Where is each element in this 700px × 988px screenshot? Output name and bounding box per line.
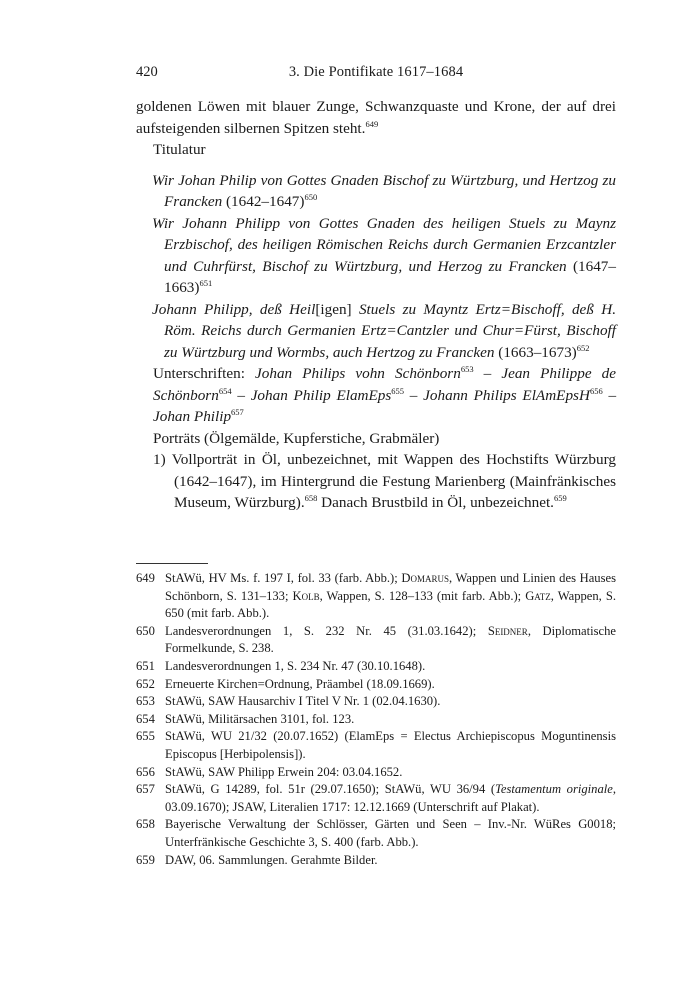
running-header [136, 64, 616, 86]
author-name: Gatz [525, 588, 551, 603]
footnote-separator [136, 563, 208, 564]
separator: – [404, 386, 424, 404]
section-heading-titulatur: Titulatur [153, 141, 206, 158]
titulatur-list [136, 170, 616, 364]
footnote-ref: 650 [304, 192, 318, 202]
titulatur-item [136, 170, 616, 213]
footnote-text: StAWü, SAW Hausarchiv I Titel V Nr. 1 (02.04.1630). [165, 694, 441, 709]
footnote-ref: 654 [218, 385, 232, 396]
title-text: Wir Johan Philip von Gottes Gnaden Bischof zu Würtzburg, und Hertzog zu Francken [152, 171, 616, 210]
main-text [136, 96, 616, 514]
footnote-text: , 03.09.1670); JSAW, Literalien 1717: 12.12.1669 (Unterschrift auf Plakat). [165, 782, 616, 814]
footnote [136, 816, 616, 851]
footnote-text: DAW, 06. Sammlungen. Gerahmte Bilder. [165, 852, 378, 867]
portrait-text: Danach Brustbild in Öl, unbezeichnet. [317, 494, 554, 511]
footnote-ref: 655 [391, 385, 405, 396]
footnote-text: , Wappen und Linien des Hauses Schönborn, S. 131–133; [165, 571, 616, 603]
footnote [136, 570, 616, 623]
title-years: (1663–1673) [494, 343, 577, 361]
signature: Johann Philips ElAmEpsH [423, 386, 590, 404]
title-years: (1647–1663) [164, 257, 616, 296]
footnote-ref: 653 [460, 364, 474, 374]
footnote-text: , Diplomatische Formelkunde, S. 238. [165, 623, 616, 656]
title-years: (1642–1647) [222, 193, 305, 210]
separator: – [473, 365, 502, 382]
footnote [136, 781, 616, 816]
separator: – [231, 386, 251, 404]
footnote-number: 652 [136, 676, 155, 691]
footnote [136, 658, 616, 676]
footnote-text: Landesverordnungen 1, S. 232 Nr. 45 (31.03.1642); [165, 623, 488, 638]
footnote-ref: 652 [576, 342, 590, 353]
portrait-text: 1) Vollporträt in Öl, unbezeichnet, mit Wappen des Hochstifts Würzburg (1642–1647), im Hintergrund die Festung Marienberg (Mainfränkisches Museum, Würzburg). [153, 451, 616, 511]
signature: Johan Philip [153, 408, 232, 425]
author-name: Seidner [487, 623, 528, 638]
title-text: Stuels zu Mayntz Ertz=Bischoff, deß H. Röm. Reichs durch Germanien Ertz=Cantzler und Chur=Fürst, Bischoff zu Würtzburg und Wormbs, auch Hertzog zu Francken [164, 300, 616, 361]
author-name: Domarus [401, 571, 449, 585]
signatures-paragraph [136, 363, 616, 428]
footnote-italic: Testamentum originale [495, 782, 613, 797]
footnote-ref: 656 [589, 385, 603, 396]
footnote-text: StAWü, HV Ms. f. 197 I, fol. 33 (farb. Abb.); [165, 571, 402, 585]
footnote [136, 693, 616, 711]
signatures-label: Unterschriften: [153, 365, 256, 382]
footnote-ref: 649 [365, 118, 379, 129]
footnote-ref: 658 [304, 493, 318, 503]
footnote-text: StAWü, SAW Philipp Erwein 204: 03.04.1652. [165, 764, 403, 779]
signature: Johan Philip ElamEps [250, 386, 392, 404]
footnote-ref: 651 [199, 278, 213, 288]
footnote-text: StAWü, Militärsachen 3101, fol. 123. [165, 711, 355, 726]
titulatur-item [136, 213, 616, 299]
footnote-number: 655 [136, 729, 155, 744]
intro-text: goldenen Löwen mit blauer Zunge, Schwanzquaste und Krone, der auf drei aufsteigenden silbernen Spitzen steht. [136, 98, 616, 137]
footnote-ref: 657 [231, 407, 244, 417]
section-heading-portraets: Porträts (Ölgemälde, Kupferstiche, Grabmäler) [153, 429, 440, 447]
footnote-text: , Wappen, S. 650 (mit farb. Abb.). [165, 588, 616, 621]
footnote [136, 852, 616, 870]
footnote [136, 764, 616, 782]
footnote-text: StAWü, G 14289, fol. 51r (29.07.1650); StAWü, WU 36/94 ( [165, 782, 496, 797]
portrait-item [136, 449, 616, 514]
footnote-ref: 659 [553, 493, 567, 503]
footnote-number: 654 [136, 711, 155, 726]
author-name: Kolb [292, 588, 320, 603]
footnote-number: 651 [136, 658, 155, 673]
title-text: Johann Philipp, deß Heil [152, 300, 316, 318]
footnotes [136, 570, 616, 869]
footnote [136, 728, 616, 763]
separator: – [602, 386, 617, 404]
footnote-number: 650 [136, 623, 155, 638]
footnote-number: 658 [136, 817, 155, 832]
footnote-number: 657 [136, 782, 155, 797]
footnote [136, 623, 616, 658]
titulatur-item [136, 299, 616, 364]
footnote [136, 711, 616, 729]
intro-paragraph [136, 96, 616, 139]
footnote-number: 649 [136, 571, 155, 585]
footnote [136, 676, 616, 694]
title-text: Wir Johann Philipp von Gottes Gnaden des heiligen Stuels zu Maynz Erzbischof, des heiligen Römischen Reichs durch Germanien Erzcantzler und Cuhrfürst, Bischof zu Würtzburg, und Herzog zu Francken [152, 214, 616, 275]
signature: Jean Philippe de Schönborn [153, 365, 617, 404]
footnote-text: Bayerische Verwaltung der Schlösser, Gärten und Seen – Inv.-Nr. WüRes G0018; Unterfränkische Geschichte 3, S. 400 (farb. Abb.). [165, 817, 616, 849]
footnote-number: 659 [136, 852, 155, 867]
footnote-number: 656 [136, 764, 155, 779]
footnote-number: 653 [136, 694, 155, 709]
running-title: 3. Die Pontifikate 1617–1684 [288, 64, 464, 80]
footnote-text: , Wappen, S. 128–133 (mit farb. Abb.); [319, 588, 526, 603]
footnote-text: Erneuerte Kirchen=Ordnung, Präambel (18.09.1669). [165, 676, 435, 691]
page-number: 420 [136, 64, 158, 80]
signature: Johan Philips vohn Schönborn [255, 365, 461, 382]
footnote-text: StAWü, WU 21/32 (20.07.1652) (ElamEps = Electus Archiepiscopus Moguntinensis Episcopus [Herbipolensis]). [165, 729, 616, 761]
footnote-text: Landesverordnungen 1, S. 234 Nr. 47 (30.10.1648). [165, 658, 426, 673]
title-bracket: [igen] [315, 300, 352, 318]
